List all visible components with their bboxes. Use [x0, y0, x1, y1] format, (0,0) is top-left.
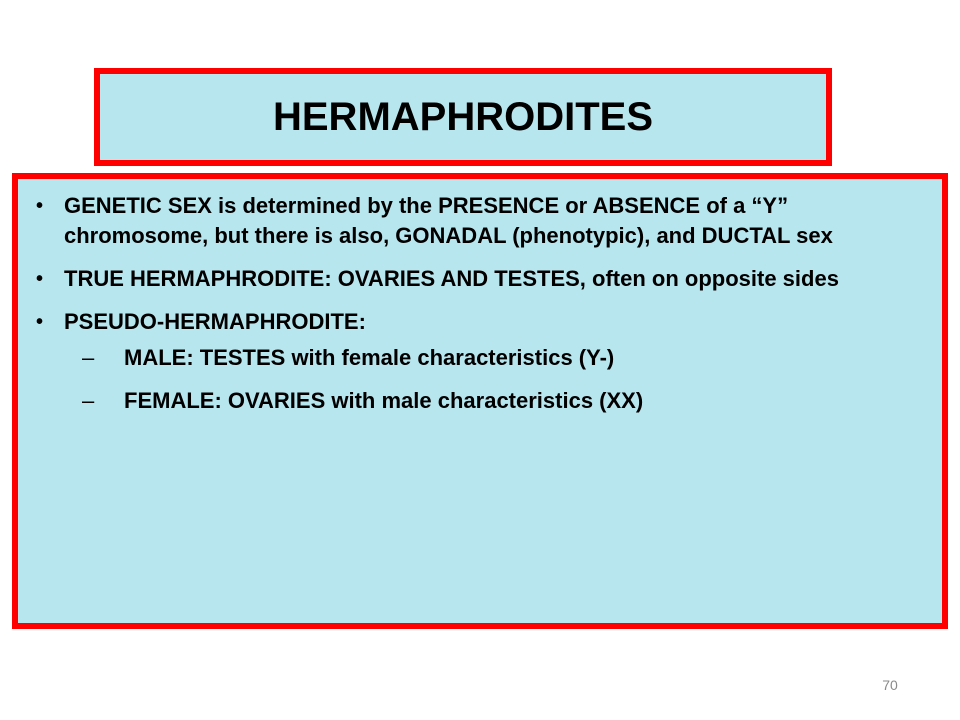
sub-bullet-text: FEMALE: OVARIES with male characteristics (XX)	[124, 388, 644, 413]
bullet-icon: •	[36, 268, 44, 290]
bullet-text: TRUE HERMAPHRODITE: OVARIES AND TESTES, often on opposite sides	[64, 266, 839, 291]
sub-bullet-list	[64, 343, 926, 416]
bullet-item-true-hermaphrodite	[36, 264, 926, 294]
slide-title: HERMAPHRODITES	[272, 94, 654, 139]
bullet-text: GENETIC SEX is determined by the PRESENCE or ABSENCE of a “Y” chromosome, but there is also, GONADAL (phenotypic), and DUCTAL sex	[64, 193, 833, 248]
page-number: 70	[882, 677, 898, 693]
sub-bullet-item-male	[82, 343, 926, 373]
bullet-icon: •	[36, 195, 44, 217]
bullet-icon: •	[36, 311, 44, 333]
content-box	[12, 173, 948, 629]
sub-bullet-text: MALE: TESTES with female characteristics (Y-)	[124, 345, 615, 370]
bullet-item-genetic-sex	[36, 191, 926, 251]
bullet-item-pseudo-hermaphrodite	[36, 307, 926, 416]
bullet-text: PSEUDO-HERMAPHRODITE:	[64, 309, 366, 334]
title-box	[94, 68, 832, 166]
dash-icon: –	[82, 345, 95, 370]
sub-bullet-item-female	[82, 386, 926, 416]
bullet-list	[36, 191, 926, 429]
dash-icon: –	[82, 388, 95, 413]
